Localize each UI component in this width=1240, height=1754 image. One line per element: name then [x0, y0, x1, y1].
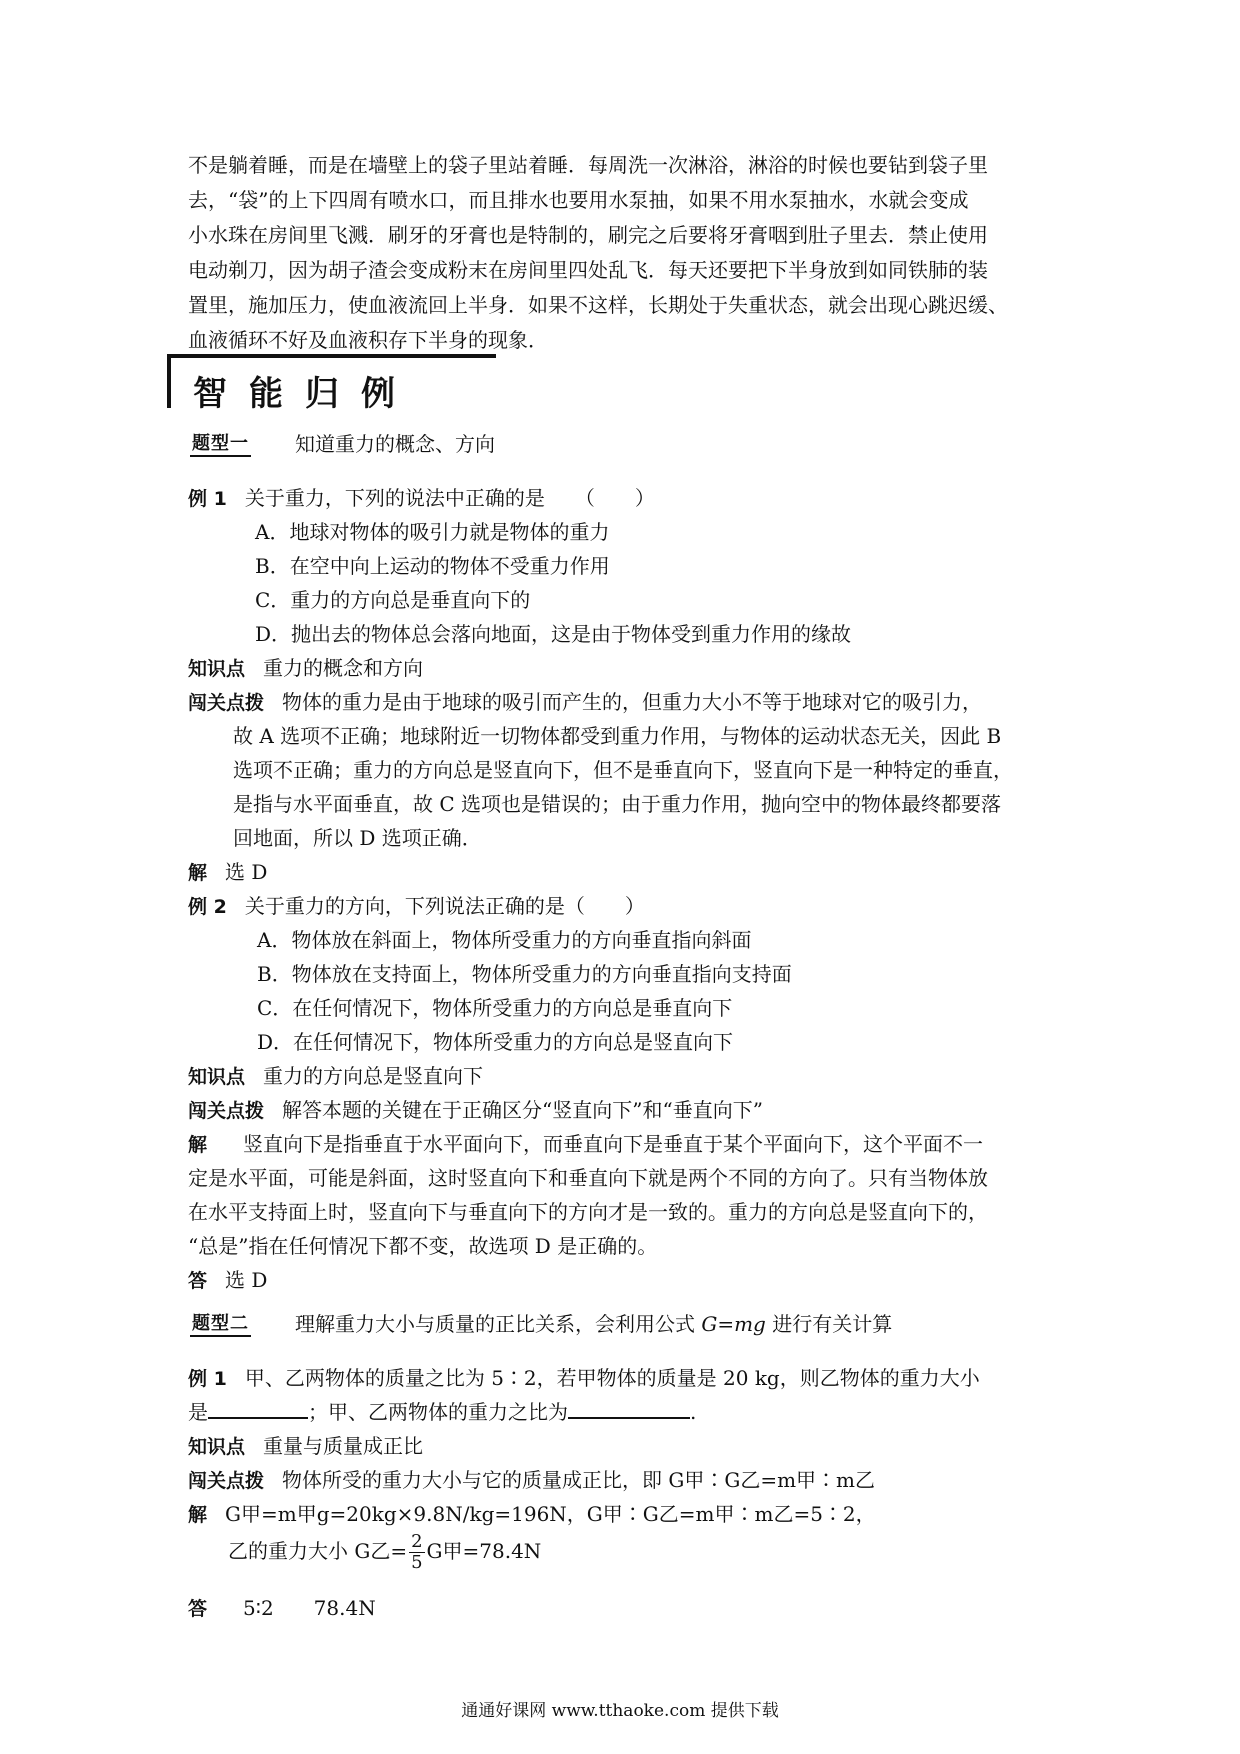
ex1-tip-line: 是指与水平面垂直，故 C 选项也是错误的；由于重力作用，抛向空中的物体最终都要落	[233, 792, 1002, 816]
ex3-question-line	[188, 1362, 980, 1391]
ex1-option-a: A．地球对物体的吸引力就是物体的重力	[255, 520, 610, 544]
fraction	[409, 1532, 424, 1573]
ex1-tip-line: 选项不正确；重力的方向总是竖直向下，但不是垂直向下，竖直向下是一种特定的垂直，	[233, 758, 1013, 782]
section-title: 智能归例	[193, 374, 417, 414]
ex1-kp-label: 知识点	[188, 658, 246, 680]
type2-badge: 题型二	[190, 1309, 251, 1337]
type2-text-before: 理解重力大小与质量的正比关系，会利用公式	[295, 1312, 702, 1336]
intro-line: 不是躺着睡，而是在墙壁上的袋子里站着睡．每周洗一次淋浴，淋浴的时候也要钻到袋子里	[188, 153, 988, 177]
type2-text	[295, 1308, 892, 1337]
ex3-sol-text: G甲=m甲g=20kg×9.8N/kg=196N，G甲∶G乙=m甲∶m乙=5∶2，	[225, 1502, 876, 1526]
ex2-option-a: A．物体放在斜面上，物体所受重力的方向垂直指向斜面	[257, 928, 752, 952]
ex1-tip-line	[188, 686, 982, 715]
type2-formula: G=mg	[701, 1312, 766, 1336]
ex3-ans-label: 答	[188, 1598, 208, 1620]
ex1-kp-text: 重力的概念和方向	[263, 656, 424, 680]
ex2-option-d: D．在任何情况下，物体所受重力的方向总是竖直向下	[257, 1030, 734, 1054]
ex3-tip	[188, 1464, 875, 1493]
ex1-question-line	[188, 482, 655, 511]
ex3-tip-label: 闯关点拨	[188, 1470, 265, 1492]
ex1-label: 例 1	[188, 488, 227, 510]
ex3-question-line	[188, 1396, 696, 1425]
fraction-denominator: 5	[411, 1552, 423, 1573]
ex2-option-b: B．物体放在支持面上，物体所受重力的方向垂直指向支持面	[257, 962, 792, 986]
ex2-solution-line	[188, 1128, 983, 1157]
ex2-tip-text: 解答本题的关键在于正确区分“竖直向下”和“垂直向下”	[282, 1098, 763, 1122]
ex2-kp-text: 重力的方向总是竖直向下	[263, 1064, 484, 1088]
ex3-sol-label: 解	[188, 1504, 208, 1526]
ex1-option-c: C．重力的方向总是垂直向下的	[255, 588, 531, 612]
ex2-sol-label: 解	[188, 1134, 208, 1156]
ex2-ans-text: 选 D	[225, 1268, 268, 1292]
ex2-ans-label: 答	[188, 1270, 208, 1292]
ex1-option-d: D．抛出去的物体总会落向地面，这是由于物体受到重力作用的缘故	[255, 622, 852, 646]
ex1-solution	[188, 856, 267, 885]
ex1-sol-label: 解	[188, 862, 208, 884]
type2-heading	[190, 1308, 892, 1337]
ex2-knowledge-point	[188, 1060, 483, 1089]
ex2-solution-line: 在水平支持面上时，竖直向下与垂直向下的方向才是一致的。重力的方向总是竖直向下的，	[188, 1200, 988, 1224]
ex2-kp-label: 知识点	[188, 1066, 246, 1088]
ex1-tip-line: 故 A 选项不正确；地球附近一切物体都受到重力作用，与物体的运动状态无关，因此 B	[233, 724, 1002, 748]
ex3-q-part-a: 是	[188, 1400, 208, 1424]
type1-text: 知道重力的概念、方向	[295, 432, 495, 456]
intro-line: 血液循环不好及血液积存下半身的现象．	[188, 328, 548, 352]
type2-text-after: 进行有关计算	[765, 1312, 893, 1336]
ex2-answer	[188, 1264, 267, 1293]
ex2-tip-label: 闯关点拨	[188, 1100, 265, 1122]
ex2-tip	[188, 1094, 763, 1123]
intro-line: 电动剃刀，因为胡子渣会变成粉末在房间里四处乱飞．每天还要把下半身放到如同铁肺的装	[188, 258, 988, 282]
ex3-ans-text: 5∶2 78.4N	[243, 1596, 376, 1620]
ex1-tip-text: 物体的重力是由于地球的吸引而产生的，但重力大小不等于地球对它的吸引力，	[282, 690, 983, 714]
ex1-option-b: B．在空中向上运动的物体不受重力作用	[255, 554, 610, 578]
ex2-solution-line: “总是”指在任何情况下都不变，故选项 D 是正确的。	[188, 1234, 658, 1258]
ex2-solution-line: 定是水平面，可能是斜面，这时竖直向下和垂直向下就是两个不同的方向了。只有当物体放	[188, 1166, 988, 1190]
ex3-solution	[188, 1498, 876, 1527]
intro-line: 置里，施加压力，使血液流回上半身．如果不这样，长期处于失重状态，就会出现心跳迟缓、	[188, 293, 1008, 317]
ex3-answer	[188, 1592, 376, 1621]
ex2-sol-text: 竖直向下是指垂直于水平面向下，而垂直向下是垂直于某个平面向下，这个平面不一	[243, 1132, 984, 1156]
ex3-blank-2	[568, 1399, 690, 1419]
ex3-kp-text: 重量与质量成正比	[263, 1434, 424, 1458]
ex1-tip-line: 回地面，所以 D 选项正确．	[233, 826, 482, 850]
ex3-tip-text: 物体所受的重力大小与它的质量成正比，即 G甲∶G乙=m甲∶m乙	[282, 1468, 876, 1492]
ex1-knowledge-point	[188, 652, 423, 681]
ex2-label: 例 2	[188, 896, 227, 918]
ex3-question: 甲、乙两物体的质量之比为 5∶2，若甲物体的质量是 20 kg，则乙物体的重力大小	[244, 1366, 980, 1390]
intro-paragraph	[188, 148, 1068, 358]
ex3-solution-step	[228, 1532, 541, 1573]
ex1-question: 关于重力，下列的说法中正确的是 （ ）	[244, 486, 655, 510]
ex2-question: 关于重力的方向，下列说法正确的是（ ）	[244, 894, 645, 918]
ex2-option-c: C．在任何情况下，物体所受重力的方向总是垂直向下	[257, 996, 733, 1020]
ex3-kp-label: 知识点	[188, 1436, 246, 1458]
type1-badge: 题型一	[190, 429, 251, 457]
section-header-frame	[167, 354, 496, 414]
ex3-sol2-suffix: G甲=78.4N	[426, 1539, 542, 1563]
ex3-label: 例 1	[188, 1368, 227, 1390]
ex3-blank-1	[208, 1399, 308, 1419]
ex2-question-line	[188, 890, 645, 919]
intro-line: 去，“袋”的上下四周有喷水口，而且排水也要用水泵抽，如果不用水泵抽水，水就会变成	[188, 188, 969, 212]
ex3-q-part-b: ；甲、乙两物体的重力之比为	[308, 1400, 568, 1424]
ex3-sol2-prefix: 乙的重力大小 G乙=	[228, 1539, 408, 1563]
fraction-numerator: 2	[411, 1531, 423, 1552]
intro-line: 小水珠在房间里飞溅．刷牙的牙膏也是特制的，刷完之后要将牙膏咽到肚子里去．禁止使用	[188, 223, 988, 247]
ex1-sol-text: 选 D	[225, 860, 268, 884]
ex1-tip-label: 闯关点拨	[188, 692, 265, 714]
ex3-q-part-c: .	[690, 1400, 697, 1424]
ex3-knowledge-point	[188, 1430, 423, 1459]
type1-heading	[190, 428, 495, 457]
page-footer: 通通好课网 www.tthaoke.com 提供下载	[461, 1701, 779, 1721]
